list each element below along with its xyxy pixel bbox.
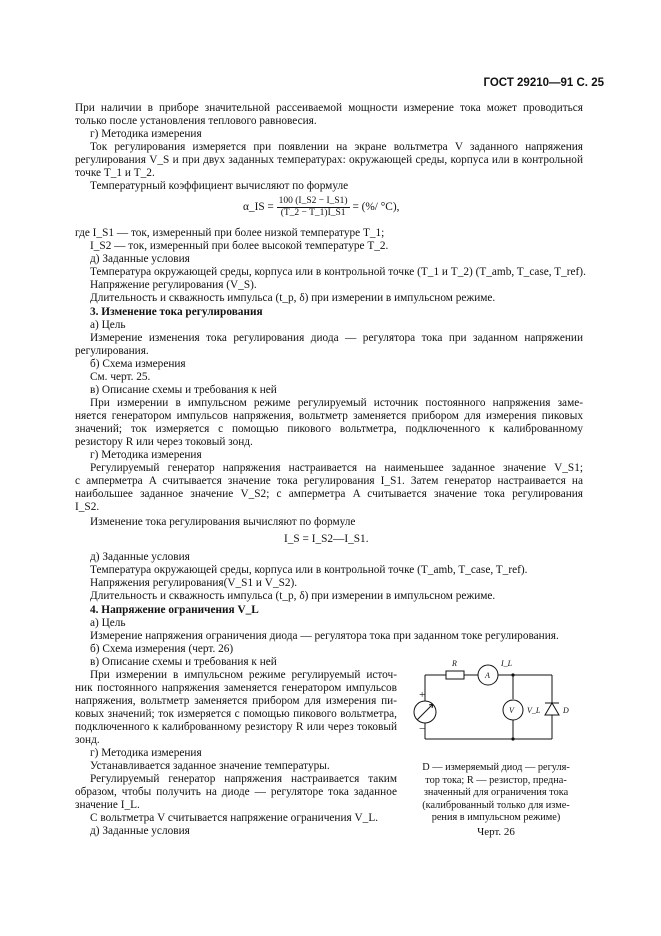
- text-line: ковых значений; ток измеряется с помощью пикового вольтметра,: [75, 708, 397, 720]
- circuit-diagram: [400, 655, 590, 755]
- text-line: зонд.: [75, 734, 100, 746]
- ammeter-label: A: [485, 671, 490, 680]
- text-line: Ток регулирования измеряется при появлении на экране вольтметра V заданного напряжения: [90, 141, 583, 153]
- text-line: При измерении в импульсном режиме регулируемый источник постоянного напряжения заме-: [90, 397, 583, 409]
- text-line: д) Заданные условия: [90, 253, 190, 265]
- text-line: г) Методика измерения: [90, 128, 202, 140]
- text-line: Регулируемый генератор напряжения настраивается таким: [90, 773, 397, 785]
- text-line: Температура окружающей среды, корпуса или в контрольной точке (T_amb, T_case, T_ref).: [90, 564, 528, 576]
- text-line: в) Описание схемы и требования к ней: [90, 384, 277, 396]
- formula-numerator: 100 (I_S2 − I_S1): [278, 196, 348, 206]
- diode-symbol: [545, 703, 559, 715]
- text-line: резистору R или через токовый зонд.: [75, 436, 253, 448]
- text-line: няется генератором импульсов напряжения, вольтметр заменяется прибором для измерения пиковых: [75, 410, 583, 422]
- text-line: в) Описание схемы и требования к ней: [90, 656, 277, 668]
- formula-fraction: [277, 196, 350, 219]
- figure-label: Черт. 26: [477, 826, 515, 838]
- plus-label: +: [419, 689, 426, 701]
- text-line: подключенного к калиброванному резистору R или через токовый: [75, 721, 397, 733]
- resistor-label: R: [452, 659, 457, 668]
- text-line: г) Методика измерения: [90, 747, 202, 759]
- text-line: регулирования.: [75, 345, 149, 357]
- text-line: б) Схема измерения (черт. 26): [90, 643, 234, 655]
- text-line: С вольтметра V считывается напряжение ограничения V_L.: [90, 812, 379, 824]
- caption-line: (калиброванный только для изме-: [422, 799, 570, 811]
- text-line: См. черт. 25.: [90, 371, 151, 383]
- text-line: I_S2.: [75, 501, 100, 513]
- voltage-label: V_L: [527, 706, 541, 715]
- text-line: с амперметра A считывается значение тока регулирования I_S1. Затем генератор настраивается на: [75, 475, 583, 487]
- text-line: б) Схема измерения: [90, 358, 186, 370]
- text-line: Длительность и скважность импульса (t_p, δ) при измерении в импульсном режиме.: [90, 590, 496, 602]
- text-line: I_S2 — ток, измеренный при более высокой температуре T_2.: [90, 240, 389, 252]
- minus-label: −: [419, 723, 426, 735]
- voltmeter-label: V: [509, 706, 514, 715]
- section-heading: 3. Изменение тока регулирования: [90, 306, 263, 318]
- text-line: точке T_1 и T_2.: [75, 167, 155, 179]
- text-line: При измерении в импульсном режиме регулируемый источ-: [90, 669, 397, 681]
- resistor-symbol: [446, 671, 464, 679]
- formula-rhs: = (%/ °C),: [352, 201, 400, 214]
- text-line: д) Заданные условия: [90, 825, 190, 837]
- text-line: Изменение тока регулирования вычисляют по формуле: [90, 516, 356, 528]
- text-line: Напряжение регулирования (V_S).: [90, 279, 257, 291]
- caption-line: значенный для ограничения тока: [423, 787, 569, 798]
- text-line: напряжения, вольтметр заменяется прибором для измерения пи-: [75, 695, 397, 707]
- caption-line: тор тока; R — резистор, предна-: [425, 774, 567, 786]
- text-line: значение I_L.: [75, 799, 140, 811]
- text-line: Измерение изменения тока регулирования диода — регулятора тока при заданном напряжении: [90, 332, 583, 344]
- formula-lhs: α_IS =: [243, 201, 274, 214]
- text-line: значений; ток измеряется с помощью пикового вольтметра, подключенного к калиброванному: [75, 423, 583, 435]
- text-line: только после установления теплового равновесия.: [75, 115, 317, 127]
- text-line: где I_S1 — ток, измеренный при более низкой температуре T_1;: [75, 227, 385, 239]
- formula-current-change: I_S = I_S2—I_S1.: [284, 533, 369, 545]
- text-line: образом, чтобы получить на диоде — регуляторе тока заданное: [75, 786, 397, 798]
- page-header: ГОСТ 29210—91 С. 25: [483, 77, 604, 89]
- current-label: I_L: [501, 659, 513, 668]
- diode-label: D: [563, 706, 569, 715]
- text-line: а) Цель: [90, 617, 126, 629]
- formula-denominator: (T_2 − T_1)I_S1: [280, 208, 346, 218]
- text-line: ник постоянного напряжения заменяется генератором импульсов: [75, 682, 397, 694]
- text-line: При наличии в приборе значительной рассеиваемой мощности измерение тока может проводиться: [75, 102, 583, 114]
- text-line: Регулируемый генератор напряжения настраивается на наименьшее заданное значение V_S1;: [90, 462, 583, 474]
- text-line: Длительность и скважность импульса (t_p, δ) при измерении в импульсном режиме.: [90, 292, 496, 304]
- caption-line: D — измеряемый диод — регуля-: [422, 762, 570, 773]
- text-line: Температурный коэффициент вычисляют по формуле: [90, 180, 349, 192]
- text-line: д) Заданные условия: [90, 551, 190, 563]
- caption-line: рения в импульсном режиме): [431, 812, 561, 823]
- figure-caption: [405, 762, 587, 825]
- text-line: Устанавливается заданное значение температуры.: [90, 760, 330, 772]
- text-line: наибольшее заданное значение V_S2; с амперметра A считывается значение тока регулирования: [75, 488, 583, 500]
- text-line: Измерение напряжения ограничения диода — регулятора тока при заданном токе регулирования.: [90, 630, 559, 642]
- text-line: Температура окружающей среды, корпуса или в контрольной точке (T_1 и T_2) (T_amb, T_case, T_ref).: [90, 266, 586, 278]
- text-line: г) Методика измерения: [90, 449, 202, 461]
- text-line: Напряжения регулирования(V_S1 и V_S2).: [90, 577, 298, 589]
- section-heading: 4. Напряжение ограничения V_L: [90, 604, 259, 616]
- text-line: а) Цель: [90, 319, 126, 331]
- text-line: регулирования V_S и при двух заданных температурах: окружающей среды, корпуса или в контрольной: [75, 154, 583, 166]
- formula-temperature-coefficient: [243, 196, 399, 219]
